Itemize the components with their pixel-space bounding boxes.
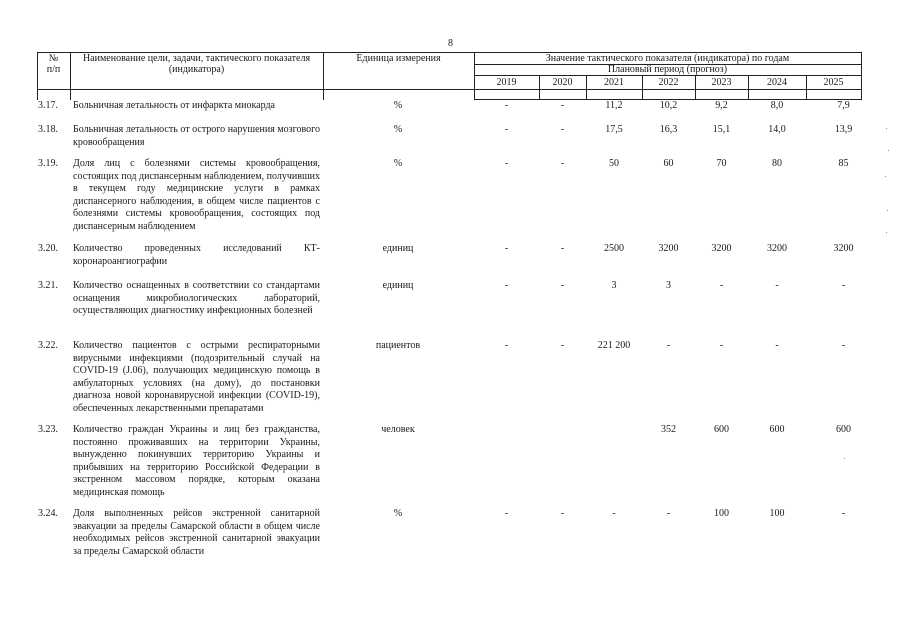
value-2024: - <box>775 280 779 291</box>
row-unit: % <box>393 508 403 519</box>
header-num: № п/п <box>46 53 61 75</box>
row-unit: единиц <box>382 280 414 291</box>
value-2024: - <box>775 340 779 351</box>
header-year: 2022 <box>658 77 679 88</box>
value-2019: - <box>504 100 509 111</box>
row-name: Количество граждан Украины и лиц без гражданства, постоянно проживавших на территории Украины, вынужденно покинувших территорию Украины и прибывших на территорию Российской Федерации в экстренном массовом порядке, которым оказана медицинская помощь <box>73 424 320 498</box>
scan-speck <box>887 210 888 211</box>
value-2022: 10,2 <box>659 100 678 111</box>
value-2025: - <box>841 508 846 519</box>
value-2020: - <box>560 124 565 135</box>
value-2025: 85 <box>838 158 849 169</box>
row-name: Количество проведенных исследований КТ-коронароангиографии <box>73 243 320 267</box>
row-unit: % <box>393 158 403 169</box>
row-number: 3.21. <box>38 280 58 291</box>
row-name: Доля выполненных рейсов экстренной санитарной эвакуации за пределы Самарской области в общем числе необходимых рейсов экстренной санитарной эвакуации за пределы Самарской области <box>73 508 320 557</box>
value-2020: - <box>560 243 565 254</box>
value-2024: 600 <box>769 424 785 435</box>
value-2023: - <box>719 340 724 351</box>
value-2020: - <box>560 158 565 169</box>
value-2022: 3200 <box>658 243 679 254</box>
value-2025: 13,9 <box>834 124 853 135</box>
page-number: 8 <box>448 38 453 49</box>
value-2023: 15,1 <box>712 124 731 135</box>
header-value-title: Значение тактического показателя (индикатора) по годам <box>545 53 790 64</box>
header-year: 2023 <box>711 77 732 88</box>
row-unit: % <box>393 100 403 111</box>
value-2023: 70 <box>716 158 727 169</box>
value-2021: 50 <box>609 158 619 169</box>
row-name: Количество пациентов с острыми респираторными вирусными инфекциями (подозрительный случай на COVID-19 (J.06), получающих медицинскую помощь в амбулаторных условиях (на дому), до постановки диагноза новой коронавирусной инфекции (COVID-19), обеспеченных лекарственными препаратами <box>73 340 320 414</box>
value-2025: - <box>841 340 846 351</box>
row-number: 3.20. <box>38 243 58 254</box>
value-2022: - <box>666 340 671 351</box>
value-2019: - <box>504 340 509 351</box>
value-2022: 352 <box>661 424 676 435</box>
row-name: Больничная летальность от острого нарушения мозгового кровообращения <box>73 124 320 148</box>
value-2024: 8,0 <box>770 100 784 111</box>
scan-speck <box>886 232 887 233</box>
value-2020: - <box>560 280 565 291</box>
value-2024: 14,0 <box>768 124 786 135</box>
scan-speck <box>844 458 845 459</box>
header-planned: Плановый период (прогноз) <box>607 64 728 75</box>
value-2020: - <box>560 100 565 111</box>
col-border <box>861 52 862 100</box>
value-2025: 7,9 <box>837 100 850 111</box>
header-year: 2019 <box>496 77 517 88</box>
value-2025: 600 <box>836 424 851 435</box>
value-2023: 600 <box>714 424 729 435</box>
value-2019: - <box>504 280 509 291</box>
value-2020: - <box>560 508 565 519</box>
row-number: 3.18. <box>38 124 58 135</box>
value-2023: 3200 <box>711 243 732 254</box>
value-2024: 100 <box>769 508 785 519</box>
row-number: 3.19. <box>38 158 58 169</box>
row-number: 3.17. <box>38 100 58 111</box>
value-2023: 100 <box>714 508 729 519</box>
row-number: 3.24. <box>38 508 58 519</box>
header-year: 2020 <box>552 77 573 88</box>
value-2021: - <box>612 508 616 519</box>
scan-speck <box>888 150 889 151</box>
value-2021: 221 200 <box>597 340 631 351</box>
value-2022: 3 <box>666 280 671 291</box>
value-2021: 3 <box>611 280 617 291</box>
row-unit: человек <box>381 424 415 435</box>
value-2022: 16,3 <box>659 124 678 135</box>
row-name: Доля лиц с болезнями системы кровообращения, состоящих под диспансерным наблюдением, получивших в текущем году медицинские услуги в рамках диспансерного наблюдения, в общем числе пациентов с болезнями системы кровообращения, состоящих под диспансерным наблюдением <box>73 158 320 232</box>
header-year: 2025 <box>823 77 844 88</box>
value-2024: 3200 <box>767 243 787 254</box>
row-unit: % <box>393 124 403 135</box>
value-2021: 11,2 <box>605 100 623 111</box>
row-number: 3.23. <box>38 424 58 435</box>
row-unit: единиц <box>382 243 414 254</box>
value-2023: - <box>719 280 724 291</box>
value-2022: 60 <box>663 158 674 169</box>
value-2020: - <box>560 340 565 351</box>
scan-speck <box>885 176 886 177</box>
value-2023: 9,2 <box>715 100 728 111</box>
table-header-bottom <box>37 89 861 90</box>
table-header-divider <box>474 75 861 76</box>
value-2019: - <box>504 508 509 519</box>
value-2019: - <box>504 243 509 254</box>
value-2025: 3200 <box>833 243 854 254</box>
value-2019: - <box>504 158 509 169</box>
value-2024: 80 <box>772 158 782 169</box>
row-unit: пациентов <box>375 340 421 351</box>
header-year: 2024 <box>767 77 787 88</box>
row-number: 3.22. <box>38 340 58 351</box>
scan-speck <box>886 128 887 129</box>
value-2021: 2500 <box>604 243 624 254</box>
value-2022: - <box>666 508 671 519</box>
value-2021: 17,5 <box>605 124 623 135</box>
header-year: 2021 <box>604 77 624 88</box>
row-name: Больничная летальность от инфаркта миокарда <box>73 100 275 111</box>
row-name: Количество оснащенных в соответствии со стандартами оснащения микробиологических лабораторий, осуществляющих диагностику инфекционных болезней <box>73 280 320 316</box>
value-2025: - <box>841 280 846 291</box>
header-unit: Единица измерения <box>356 53 441 64</box>
value-2019: - <box>504 124 509 135</box>
header-name: Наименование цели, задачи, тактического показателя (индикатора) <box>82 53 311 75</box>
